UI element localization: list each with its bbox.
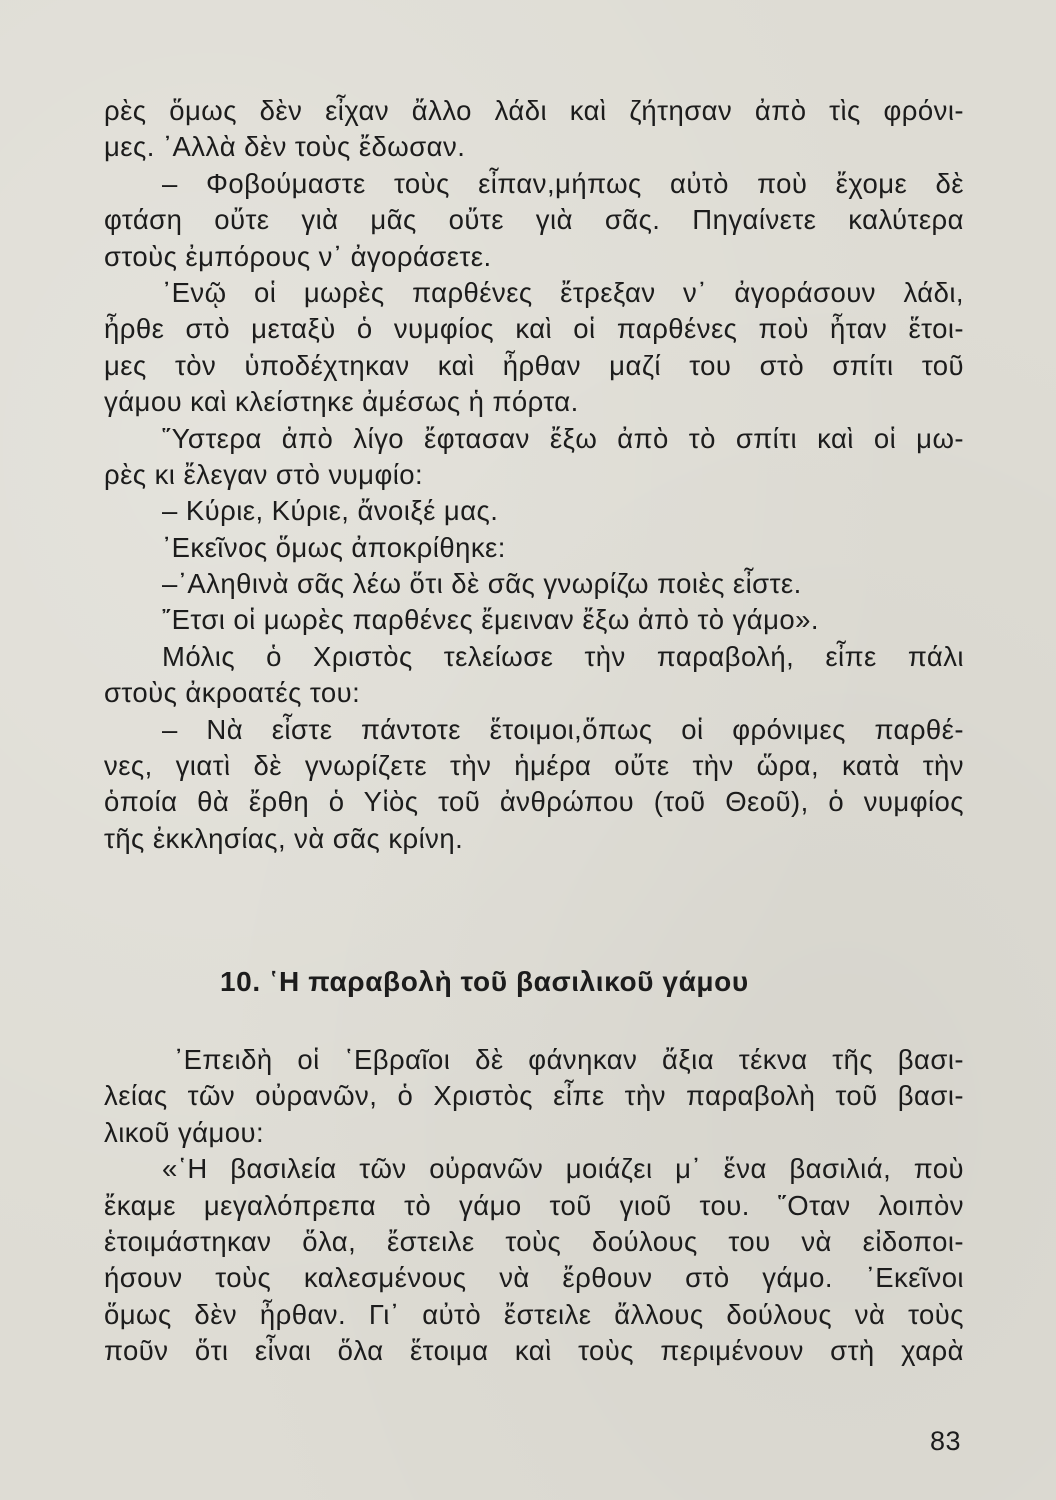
text-line: ρὲς κι ἔλεγαν στὸ νυμφίο:: [104, 458, 424, 490]
text-line: ὅμως δὲν ἦρθαν. Γι᾽ αὐτὸ ἔστειλε ἄλλους δούλους νὰ τοὺς: [104, 1298, 964, 1330]
text-line: λικοῦ γάμου:: [104, 1116, 265, 1148]
body-text-section-2: [104, 1042, 964, 1370]
text-line: στοὺς ἐμπόρους ν᾽ ἀγοράσετε.: [104, 240, 492, 272]
text-line: νες, γιατὶ δὲ γνωρίζετε τὴν ἡμέρα οὔτε τὴν ὥρα, κατὰ τὴν: [104, 750, 964, 782]
text-line: λείας τῶν οὐρανῶν, ὁ Χριστὸς εἶπε τὴν παραβολὴ τοῦ βασι-: [104, 1080, 964, 1112]
text-line: ἔκαμε μεγαλόπρεπα τὸ γάμο τοῦ γιοῦ του. ῞Οταν λοιπὸν: [104, 1189, 964, 1221]
text-line: – Φοβούμαστε τοὺς εἶπαν,μήπως αὐτὸ ποὺ ἔχομε δὲ: [162, 167, 964, 199]
text-line: ὁποία θὰ ἔρθη ὁ Υἱὸς τοῦ ἀνθρώπου (τοῦ Θεοῦ), ὁ νυμφίος: [104, 786, 964, 818]
text-line: – Κύριε, Κύριε, ἄνοιξέ μας.: [162, 495, 499, 527]
text-line: –᾽Αληθινὰ σᾶς λέω ὅτι δὲ σᾶς γνωρίζω ποιὲς εἶστε.: [162, 568, 802, 600]
text-line: Μόλις ὁ Χριστὸς τελείωσε τὴν παραβολή, εἶπε πάλι: [162, 640, 964, 672]
text-line: «῾Η βασιλεία τῶν οὐρανῶν μοιάζει μ᾽ ἕνα βασιλιά, ποὺ: [162, 1153, 964, 1185]
section-heading: 10. ῾Η παραβολὴ τοῦ βασιλικοῦ γάμου: [220, 966, 749, 997]
text-line: ποῦν ὅτι εἶναι ὅλα ἕτοιμα καὶ τοὺς περιμένουν στὴ χαρὰ: [104, 1335, 964, 1367]
text-line: – Νὰ εἶστε πάντοτε ἕτοιμοι,ὅπως οἱ φρόνιμες παρθέ-: [162, 713, 964, 745]
text-line: ἑτοιμάστηκαν ὅλα, ἔστειλε τοὺς δούλους του νὰ εἰδοποι-: [104, 1225, 964, 1257]
text-line: ᾽Επειδὴ οἱ ῾Εβραῖοι δὲ φάνηκαν ἄξια τέκνα τῆς βασι-: [174, 1044, 964, 1075]
text-line: μες. ᾽Αλλὰ δὲν τοὺς ἔδωσαν.: [104, 131, 466, 163]
text-line: ᾽Ενῷ οἱ μωρὲς παρθένες ἔτρεξαν ν᾽ ἀγοράσουν λάδι,: [162, 276, 964, 308]
text-line: μες τὸν ὑποδέχτηκαν καὶ ἦρθαν μαζί του στὸ σπίτι τοῦ: [104, 349, 964, 381]
text-line: ῞Υστερα ἀπὸ λίγο ἔφτασαν ἔξω ἀπὸ τὸ σπίτι καὶ οἱ μω-: [162, 422, 964, 454]
text-line: ἦρθε στὸ μεταξὺ ὁ νυμφίος καὶ οἱ παρθένες ποὺ ἦταν ἕτοι-: [104, 313, 964, 345]
body-text-section-1: [104, 93, 964, 857]
text-line: ᾽Εκεῖνος ὅμως ἀποκρίθηκε:: [162, 531, 506, 563]
text-line: στοὺς ἀκροατές του:: [104, 677, 361, 709]
text-line: φτάση οὔτε γιὰ μᾶς οὔτε γιὰ σᾶς. Πηγαίνετε καλύτερα: [104, 204, 964, 236]
text-line: γάμου καὶ κλείστηκε ἀμέσως ἡ πόρτα.: [104, 386, 579, 418]
text-line: ήσουν τοὺς καλεσμένους νὰ ἔρθουν στὸ γάμο. ᾽Εκεῖνοι: [104, 1262, 964, 1294]
page-number: 83: [930, 1426, 962, 1456]
text-line: ῎Ετσι οἱ μωρὲς παρθένες ἔμειναν ἔξω ἀπὸ τὸ γάμο».: [162, 604, 820, 636]
text-line: ρὲς ὅμως δὲν εἶχαν ἄλλο λάδι καὶ ζήτησαν ἀπὸ τὶς φρόνι-: [104, 95, 964, 126]
text-line: τῆς ἐκκλησίας, νὰ σᾶς κρίνη.: [104, 822, 464, 854]
